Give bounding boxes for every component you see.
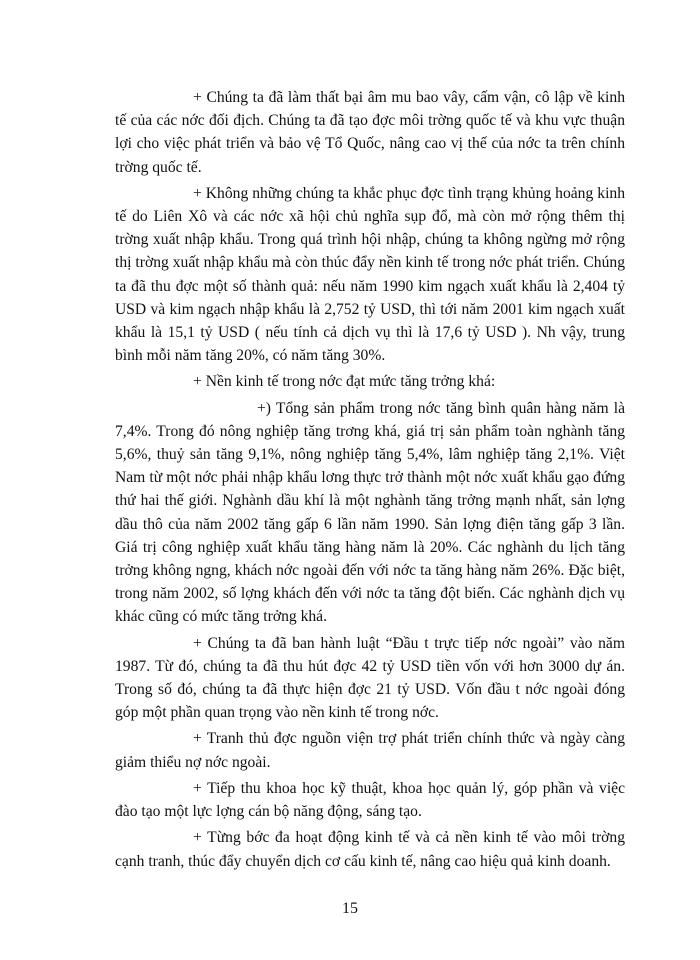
paragraph-competition: + Từng bớc đa hoạt động kinh tế và cả nền kinh tế vào môi trờng cạnh tranh, thúc đẩy chuyển dịch cơ cấu kinh tế, nâng cao hiệu quả kinh doanh. bbox=[115, 829, 625, 870]
paragraph-gdp: +) Tổng sản phẩm trong nớc tăng bình quân hàng năm là 7,4%. Trong đó nông nghiệp tăng trơng khá, giá trị sản phẩm toàn nghành tăng 5,6%, thuỷ sản tăng 9,1%, nông nghiệp tăng 5,4%, lâm nghiệp tăng 2,1%. Việt Nam từ một nớc phải nhập khẩu lơng thực trở thành một nớc xuất khẩu gạo đứng thứ hai thế giới. Nghành dầu khí là một nghành tăng trởng mạnh nhất, sản lợng dầu thô của năm 2002 tăng gấp 6 lần năm 1990. Sản lợng điện tăng gấp 3 lần. Giá trị công nghiệp xuất khẩu tăng hàng năm là 20%. Các nghành du lịch tăng trởng không ngng, khách nớc ngoài đến với nớc ta tăng hàng năm 26%. Đặc biệt, trong năm 2002, số lợng khách đến với nớc ta tăng đột biến. Các nghành dịch vụ khác cũng có mức tăng trởng khá. bbox=[115, 399, 625, 626]
paragraph-growth-heading: + Nền kinh tế trong nớc đạt mức tăng trởng khá: bbox=[193, 373, 496, 391]
body-text bbox=[115, 86, 625, 876]
paragraph-investment-law: + Chúng ta đã ban hành luật “Đầu t trực tiếp nớc ngoài” vào năm 1987. Từ đó, chúng ta đã thu hút đợc 42 tỷ USD tiền vốn với hơn 3000 dự án. Trong số đó, chúng ta đã thực hiện đợc 21 tỷ USD. Vốn đầu t nớc ngoài đóng góp một phần quan trọng vào nền kinh tế trong nớc. bbox=[115, 634, 625, 722]
paragraph-embargo: + Chúng ta đã làm thất bại âm mu bao vây, cấm vận, cô lập về kinh tế của các nớc đối địch. Chúng ta đã tạo đợc môi trờng quốc tế và khu vực thuận lợi cho việc phát triển và bảo vệ Tổ Quốc, nâng cao vị thế của nớc ta trên chính trờng quốc tế. bbox=[115, 89, 625, 176]
paragraph-aid: + Tranh thủ đợc nguồn viện trợ phát triển chính thức và ngày càng giảm thiểu nợ nớc ngoài. bbox=[115, 730, 625, 771]
page-number: 15 bbox=[342, 900, 358, 917]
paragraph-science: + Tiếp thu khoa học kỹ thuật, khoa học quản lý, góp phần và việc đào tạo một lực lợng cán bộ năng động, sáng tạo. bbox=[115, 779, 625, 821]
paragraph-trade: + Không những chúng ta khắc phục đợc tình trạng khủng hoảng kinh tế do Liên Xô và các nớc xã hội chủ nghĩa sụp đổ, mà còn mở rộng thêm thị trờng xuất nhập khẩu. Trong quá trình hội nhập, chúng ta không ngừng mở rộng thị trờng xuất nhập khẩu mà còn thúc đẩy nền kinh tế trong nớc phát triển. Chúng ta đã thu đợc một số thành quả: nếu năm 1990 kim ngạch xuất khẩu là 2,404 tỷ USD và kim ngạch nhập khẩu là 2,752 tỷ USD, thì tới năm 2001 kim ngạch xuất khẩu là 15,1 tỷ USD ( nếu tính cả dịch vụ thì là 17,6 tỷ USD ). Nh vậy, trung bình mỗi năm tăng 20%, có năm tăng 30%. bbox=[115, 184, 625, 365]
